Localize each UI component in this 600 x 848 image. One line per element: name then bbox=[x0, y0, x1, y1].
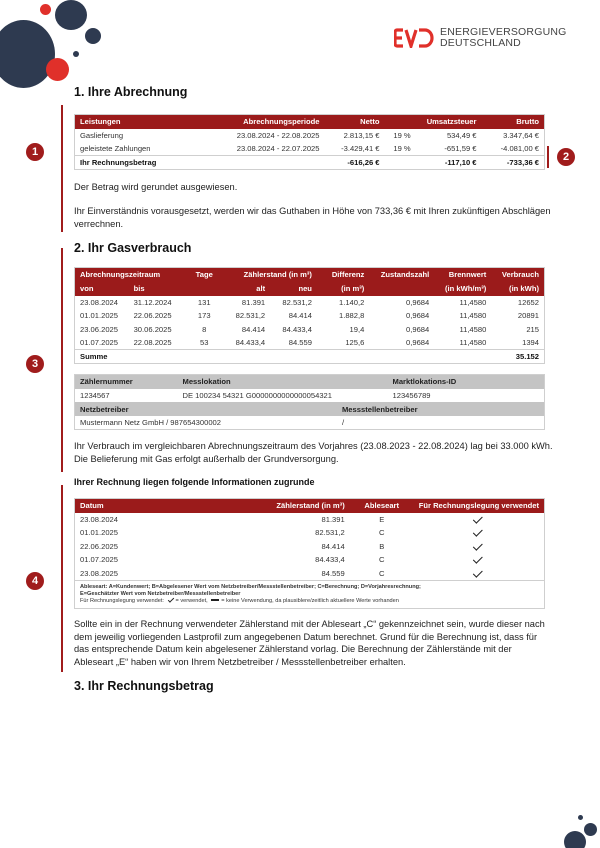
evd-logo-icon bbox=[394, 28, 434, 48]
decor-circle bbox=[584, 823, 597, 836]
total-row bbox=[75, 156, 545, 170]
decor-circle bbox=[73, 51, 79, 57]
col-header: (in kWh/m³) bbox=[434, 282, 491, 296]
cell: 84.414 bbox=[241, 324, 266, 334]
col-header: Zählernummer bbox=[75, 375, 178, 389]
decor-circle bbox=[0, 20, 55, 88]
section-title-rechnungsbetrag: 3. Ihr Rechnungsbetrag bbox=[74, 679, 214, 693]
cell: 84.414 bbox=[321, 541, 345, 551]
col-header: Brutto bbox=[482, 115, 545, 129]
cell: 01.07.2025 bbox=[80, 338, 119, 347]
section-marker-bar bbox=[61, 248, 63, 472]
cell: 22.06.2025 bbox=[133, 311, 172, 321]
cell: 1.882,8 bbox=[338, 311, 365, 321]
col-header: Ableseart bbox=[350, 499, 414, 513]
cell: 215 bbox=[526, 324, 539, 334]
cell: 23.08.2025 bbox=[80, 568, 119, 578]
meter-operator: / bbox=[341, 418, 345, 427]
table-row bbox=[75, 309, 545, 323]
cell: 11,4580 bbox=[459, 338, 487, 347]
col-header: Für Rechnungslegung verwendet bbox=[414, 499, 545, 513]
col-header: von bbox=[75, 282, 129, 296]
cell: 11,4580 bbox=[459, 324, 487, 334]
cell: -651,59 € bbox=[444, 144, 477, 153]
col-header: Zählerstand (in m³) bbox=[240, 499, 350, 513]
cell: 0,9684 bbox=[406, 324, 430, 334]
col-header: Umsatzsteuer bbox=[420, 115, 482, 129]
cell: C bbox=[378, 555, 385, 565]
cell: 23.08.2024 - 22.08.2025 bbox=[236, 130, 320, 140]
meter-number: 1234567 bbox=[80, 390, 110, 400]
decor-circle bbox=[55, 0, 87, 30]
comparison-text: Ihr Verbrauch im vergleichbaren Abrechnungszeitraum des Vorjahres (23.08.2023 - 22.08.2024) lag bei 33.000 kWh. Die Belieferung mit Gas erfolgt außerhalb der Grundversorgung. bbox=[74, 441, 553, 464]
legend-ableseart-e: E=Geschätzter Wert vom Netzbetreiber/Messstellenbetreiber bbox=[80, 590, 241, 597]
cell: 0,9684 bbox=[406, 297, 430, 307]
cell: 82.531,2 bbox=[235, 311, 266, 321]
decor-circle bbox=[46, 58, 69, 81]
cell: C bbox=[378, 568, 385, 578]
meter-info-table bbox=[74, 374, 545, 430]
legend-used: = verwendet, bbox=[175, 597, 208, 604]
cell: 01.01.2025 bbox=[80, 528, 119, 538]
cell: 19 % bbox=[393, 144, 411, 153]
col-header: Tage bbox=[187, 268, 222, 282]
cell: 23.06.2025 bbox=[80, 324, 119, 334]
col-header: Verbrauch bbox=[491, 268, 544, 282]
cell: 3.347,64 € bbox=[503, 130, 539, 140]
decor-circle bbox=[40, 4, 51, 15]
col-header: Abrechnungszeitraum bbox=[75, 268, 187, 282]
cell: 1394 bbox=[522, 338, 539, 347]
cell: 31.12.2024 bbox=[133, 297, 172, 307]
cell: 53 bbox=[200, 338, 209, 347]
col-header: Brennwert bbox=[434, 268, 491, 282]
cell: 23.08.2024 - 22.07.2025 bbox=[236, 144, 320, 153]
legend-usage-prefix: Für Rechnungslegung verwendet: bbox=[80, 597, 164, 604]
cell: Gaslieferung bbox=[80, 130, 124, 140]
table-row bbox=[75, 540, 545, 554]
rounding-note: Der Betrag wird gerundet ausgewiesen. bbox=[74, 182, 238, 192]
cell bbox=[385, 156, 420, 170]
sum-label: Summe bbox=[75, 350, 492, 364]
meter-readings-table bbox=[74, 498, 545, 609]
cell: 0,9684 bbox=[406, 311, 430, 321]
cell: C bbox=[378, 528, 385, 538]
table-row bbox=[75, 567, 545, 581]
section-marker-bar bbox=[61, 485, 63, 672]
table-row bbox=[75, 416, 545, 430]
col-header: alt bbox=[222, 282, 271, 296]
cell: 84.559 bbox=[288, 338, 312, 347]
annotation-badge-4: 4 bbox=[26, 572, 44, 590]
col-header: Marktlokations-ID bbox=[388, 375, 545, 389]
cell: 173 bbox=[197, 311, 211, 321]
consumption-table bbox=[74, 267, 545, 364]
cell: 2.813,15 € bbox=[343, 130, 380, 140]
table-row bbox=[75, 129, 545, 143]
col-header: Differenz bbox=[317, 268, 369, 282]
cell: 8 bbox=[202, 324, 207, 334]
section-title-gasverbrauch: 2. Ihr Gasverbrauch bbox=[74, 241, 192, 255]
table-row bbox=[75, 142, 545, 156]
section-marker-bar bbox=[61, 105, 63, 232]
col-header bbox=[385, 115, 420, 129]
cell: 84.559 bbox=[321, 568, 345, 578]
melo-id: DE 100234 54321 G0000000000000054321 bbox=[182, 390, 332, 400]
grid-operator: Mustermann Netz GmbH / 987654300002 bbox=[80, 418, 221, 427]
company-logo bbox=[394, 27, 567, 49]
col-header: Netzbetreiber bbox=[75, 402, 337, 416]
cell: B bbox=[379, 541, 385, 551]
info-title: Ihrer Rechnung liegen folgende Informationen zugrunde bbox=[74, 477, 315, 487]
total-ust: -117,10 € bbox=[420, 156, 482, 170]
sum-value: 35.152 bbox=[491, 350, 544, 364]
credit-note: Ihr Einverständnis vorausgesetzt, werden wir das Guthaben in Höhe von 733,36 € mit Ihren zukünftigen Abschlägen verrechnen. bbox=[74, 206, 551, 229]
table-row bbox=[75, 336, 545, 350]
cell: 01.07.2025 bbox=[80, 555, 119, 565]
col-header: (in kWh) bbox=[491, 282, 544, 296]
total-label: Ihr Rechnungsbetrag bbox=[75, 156, 205, 170]
cell: 22.06.2025 bbox=[80, 541, 119, 551]
decor-circle bbox=[85, 28, 101, 44]
explanation-text: Sollte ein in der Rechnung verwendeter Zählerstand mit der Ableseart „C“ gekennzeichnet sein, wurde dieser nach dem jeweilig vorliegenden Lastprofil zum angegebenen Datum berechnet. Grund für die Berechnung ist, dass für das entsprechende Datum kein abgelesener Zählerstand vorlag. Die Berechnung der Zählerstände mit der Ableseart „E“ haben wir von Ihrem Netzbetreiber / Messstellenbetreiber erhalten. bbox=[74, 619, 545, 667]
col-header: Abrechnungsperiode bbox=[205, 115, 325, 129]
table-row bbox=[75, 526, 545, 540]
legend-row bbox=[75, 580, 545, 608]
cell: 11,4580 bbox=[459, 311, 487, 321]
col-header: Netto bbox=[325, 115, 385, 129]
cell: 81.391 bbox=[241, 297, 266, 307]
legend-ableseart: Ableseart: A=Kundenwert; B=Abgelesener Wert vom Netzbetreiber/Messstellenbetreiber; C=Berechnung; D=Vorjahresrechnung; bbox=[80, 583, 421, 590]
cell: -4.081,00 € bbox=[500, 144, 539, 153]
col-header: Messstellenbetreiber bbox=[337, 402, 545, 416]
cell: 0,9684 bbox=[406, 338, 430, 347]
cell: E bbox=[379, 514, 385, 524]
cell: 23.08.2024 bbox=[80, 297, 119, 307]
cell: 534,49 € bbox=[446, 130, 477, 140]
total-netto: -616,26 € bbox=[325, 156, 385, 170]
col-header: bis bbox=[129, 282, 187, 296]
cell: 125,6 bbox=[345, 338, 365, 347]
annotation-badge-2: 2 bbox=[557, 148, 575, 166]
table-row bbox=[75, 513, 545, 527]
col-header: Datum bbox=[75, 499, 240, 513]
cell: 131 bbox=[197, 297, 211, 307]
cell: 82.531,2 bbox=[315, 528, 345, 538]
cell: 22.08.2025 bbox=[133, 338, 172, 347]
annotation-badge-3: 3 bbox=[26, 355, 44, 373]
checkmark-icon bbox=[473, 514, 483, 524]
col-header: Messlokation bbox=[178, 375, 388, 389]
col-header: Leistungen bbox=[75, 115, 205, 129]
decor-circle bbox=[578, 815, 583, 820]
cell: 19 % bbox=[393, 130, 411, 140]
cell: 19,4 bbox=[349, 324, 365, 334]
section-marker-bar bbox=[547, 146, 549, 168]
logo-line1: ENERGIEVERSORGUNG bbox=[440, 26, 567, 38]
cell: 82.531,2 bbox=[282, 297, 312, 307]
col-header: (in m³) bbox=[317, 282, 369, 296]
cell: 1.140,2 bbox=[338, 297, 365, 307]
cell: 81.391 bbox=[321, 514, 345, 524]
checkmark-icon bbox=[473, 554, 483, 564]
section-title-abrechnung: 1. Ihre Abrechnung bbox=[74, 85, 188, 99]
legend-unused: = keine Verwendung, da plausiblere/zeitlich aktuellere Werte vorhanden bbox=[221, 597, 399, 604]
cell: 84.433,4 bbox=[282, 324, 312, 334]
total-brutto: -733,36 € bbox=[482, 156, 545, 170]
cell bbox=[205, 156, 325, 170]
col-header: neu bbox=[270, 282, 317, 296]
decor-circle bbox=[564, 831, 586, 848]
malo-id: 123456789 bbox=[392, 390, 431, 400]
cell: geleistete Zahlungen bbox=[80, 144, 151, 153]
cell: 30.06.2025 bbox=[133, 324, 172, 334]
billing-summary-table bbox=[74, 114, 545, 170]
checkmark-icon bbox=[473, 541, 483, 551]
annotation-badge-1: 1 bbox=[26, 143, 44, 161]
cell: -3.429,41 € bbox=[341, 144, 380, 153]
cell: 84.414 bbox=[288, 311, 312, 321]
col-header: Zustandszahl bbox=[369, 268, 434, 282]
cell: 11,4580 bbox=[459, 297, 487, 307]
cell: 84.433,4 bbox=[315, 555, 345, 565]
cell: 01.01.2025 bbox=[80, 311, 119, 321]
dash-icon bbox=[211, 599, 219, 601]
cell: 20891 bbox=[517, 311, 539, 321]
cell: 23.08.2024 bbox=[80, 514, 119, 524]
checkmark-icon bbox=[473, 567, 483, 577]
cell: 84.433,4 bbox=[235, 338, 266, 347]
table-row bbox=[75, 389, 545, 403]
table-row bbox=[75, 553, 545, 567]
checkmark-icon bbox=[473, 527, 483, 537]
sum-row bbox=[75, 350, 545, 364]
cell: 12652 bbox=[517, 297, 539, 307]
table-row bbox=[75, 323, 545, 337]
table-row bbox=[75, 296, 545, 310]
col-header: Zählerstand (in m³) bbox=[222, 268, 317, 282]
logo-line2: DEUTSCHLAND bbox=[440, 37, 521, 49]
